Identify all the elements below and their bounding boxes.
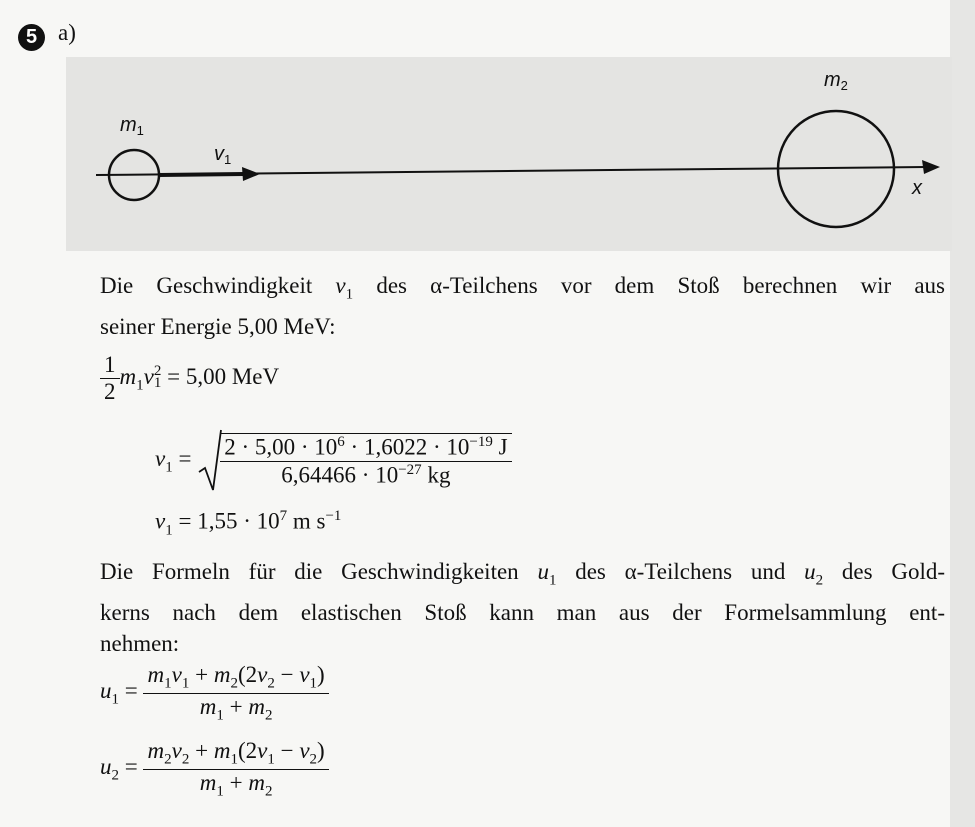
root-fraction: $\frac{2 \cdot 5,00 \cdot 10^6 \cdot 1,6022 \cdot 10^{-19} J}{6,64466 \cdot 10^{-27} kg}$ xyxy=(220,433,511,488)
intro-paragraph xyxy=(100,270,945,342)
intro-line-1: Die Geschwindigkeit $v_1$ des α-Teilchens vor dem Stoß berechnen wir aus xyxy=(100,273,945,303)
one-half-fraction: $\frac{1}{2}$ xyxy=(100,352,120,405)
formula-line-2: kerns nach dem elastischen Stoß kann man aus der Formelsammlung ent- xyxy=(100,599,945,625)
energy-equation: $\frac{1}{2}$ $m_1v$ 2 1 = 5,00 MeV xyxy=(100,352,279,405)
velocity-arrow-line xyxy=(159,174,244,175)
task-part-label: a) xyxy=(58,20,76,45)
v1-label: $v_1$ xyxy=(214,143,232,167)
collision-diagram xyxy=(66,57,952,251)
v1-root-equation: $v_1$ = $\frac{2 \cdot 5,00 \cdot 10^6 \cdot 1,6022 \cdot 10^{-19} J}{6,64466 \cdot 10^{-27} kg}$ xyxy=(155,428,512,494)
m1-label: $m_1$ xyxy=(120,114,144,138)
m2-label: $m_2$ xyxy=(824,69,848,93)
u2-equation: $u_2$ = $\frac{m_2v_2 + m_1(2v_1 - v_2)}{m_1 + m_2}$ xyxy=(100,738,329,800)
collision-figure xyxy=(66,57,952,251)
page-edge xyxy=(950,0,975,827)
formula-paragraph xyxy=(100,556,945,659)
task-number-badge: 5 xyxy=(18,24,45,51)
velocity-arrowhead xyxy=(242,167,260,181)
formula-line-3: nehmen: xyxy=(100,630,180,656)
intro-line-2: seiner Energie 5,00 MeV: xyxy=(100,313,336,339)
v1-result-equation: $v_1 = 1,55 \cdot 10^7$ m $s^{-1}$ xyxy=(155,508,342,539)
x-axis-label: x xyxy=(912,177,922,199)
x-axis-arrowhead xyxy=(922,160,940,174)
formula-line-1: Die Formeln für die Geschwindigkeiten $u_1$ des α-Teilchens und $u_2$ des Gold- xyxy=(100,559,945,589)
u1-equation: $u_1$ = $\frac{m_1v_1 + m_2(2v_2 - v_1)}{m_1 + m_2}$ xyxy=(100,662,329,724)
